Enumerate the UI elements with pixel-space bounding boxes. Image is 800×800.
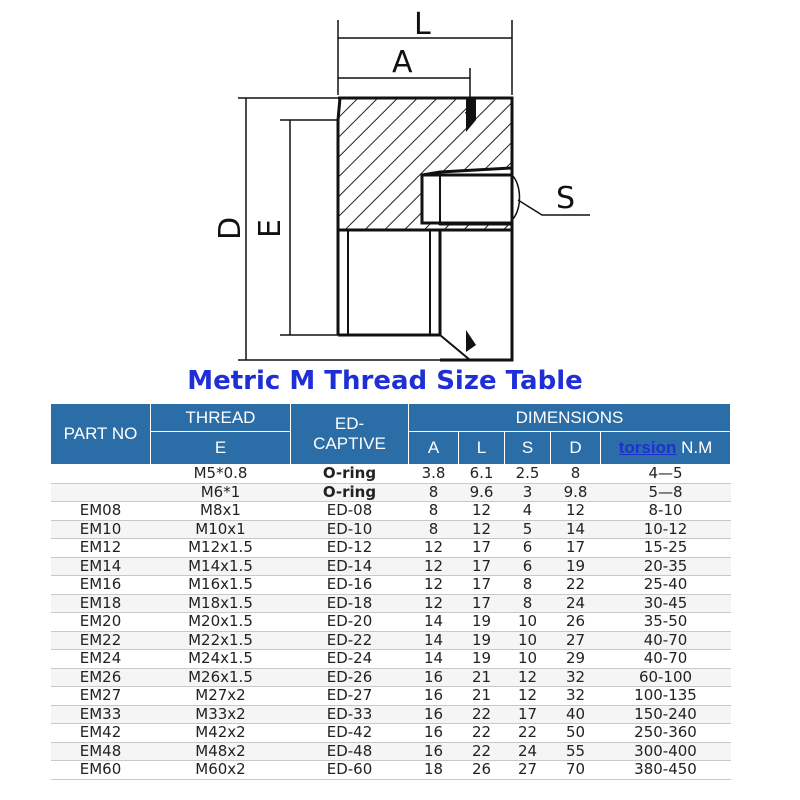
cell-l: 12 — [459, 502, 505, 521]
header-thread-e: E — [151, 432, 291, 465]
table-row — [51, 631, 731, 650]
cell-a: 16 — [409, 668, 459, 687]
cell-a: 16 — [409, 705, 459, 724]
cell-thread: M16x1.5 — [151, 576, 291, 595]
cell-thread: M22x1.5 — [151, 631, 291, 650]
cell-s: 27 — [505, 761, 551, 780]
cell-part-no: EM22 — [51, 631, 151, 650]
cell-d: 32 — [551, 668, 601, 687]
cell-thread: M20x1.5 — [151, 613, 291, 632]
cell-part-no: EM16 — [51, 576, 151, 595]
cell-a: 8 — [409, 483, 459, 502]
cell-a: 16 — [409, 742, 459, 761]
cell-l: 22 — [459, 724, 505, 743]
cell-d: 32 — [551, 687, 601, 706]
table-body — [51, 465, 731, 780]
cell-d: 70 — [551, 761, 601, 780]
cell-part-no — [51, 483, 151, 502]
cell-part-no: EM08 — [51, 502, 151, 521]
cell-captive: ED-60 — [291, 761, 409, 780]
cell-part-no: EM26 — [51, 668, 151, 687]
cell-part-no: EM10 — [51, 520, 151, 539]
header-captive-text: ED- CAPTIVE — [313, 414, 386, 453]
cell-l: 19 — [459, 631, 505, 650]
dim-e-label: E — [253, 219, 288, 238]
cell-part-no: EM60 — [51, 761, 151, 780]
cell-l: 17 — [459, 539, 505, 558]
cell-thread: M24x1.5 — [151, 650, 291, 669]
cell-s: 8 — [505, 576, 551, 595]
header-dimensions: DIMENSIONS — [409, 404, 731, 432]
header-l: L — [459, 432, 505, 465]
cell-l: 17 — [459, 594, 505, 613]
cell-torsion: 40-70 — [601, 650, 731, 669]
cell-l: 22 — [459, 742, 505, 761]
table-row — [51, 705, 731, 724]
thread-size-table — [50, 403, 731, 780]
socket — [422, 175, 512, 223]
cell-d: 8 — [551, 465, 601, 484]
cell-captive: ED-24 — [291, 650, 409, 669]
cell-part-no: EM42 — [51, 724, 151, 743]
header-captive — [291, 404, 409, 465]
cell-a: 18 — [409, 761, 459, 780]
table-row — [51, 724, 731, 743]
table-title: Metric M Thread Size Table — [187, 366, 583, 396]
cell-s: 3 — [505, 483, 551, 502]
cell-captive: ED-12 — [291, 539, 409, 558]
cell-a: 16 — [409, 687, 459, 706]
cell-a: 8 — [409, 502, 459, 521]
cell-d: 40 — [551, 705, 601, 724]
cell-l: 26 — [459, 761, 505, 780]
table-row — [51, 668, 731, 687]
cell-l: 21 — [459, 687, 505, 706]
cell-torsion: 250-360 — [601, 724, 731, 743]
cell-part-no: EM48 — [51, 742, 151, 761]
cell-part-no: EM20 — [51, 613, 151, 632]
cell-captive: ED-27 — [291, 687, 409, 706]
cell-s: 22 — [505, 724, 551, 743]
cell-l: 19 — [459, 613, 505, 632]
cell-torsion: 20-35 — [601, 557, 731, 576]
cell-l: 21 — [459, 668, 505, 687]
cell-d: 55 — [551, 742, 601, 761]
header-d: D — [551, 432, 601, 465]
cell-thread: M14x1.5 — [151, 557, 291, 576]
cell-torsion: 15-25 — [601, 539, 731, 558]
cell-part-no — [51, 465, 151, 484]
cell-thread: M48x2 — [151, 742, 291, 761]
table-row — [51, 594, 731, 613]
cell-thread: M10x1 — [151, 520, 291, 539]
cell-s: 10 — [505, 650, 551, 669]
cell-a: 12 — [409, 557, 459, 576]
table-row — [51, 502, 731, 521]
cell-s: 12 — [505, 687, 551, 706]
cell-captive: O-ring — [291, 483, 409, 502]
table-row — [51, 742, 731, 761]
cell-captive: ED-20 — [291, 613, 409, 632]
cell-thread: M12x1.5 — [151, 539, 291, 558]
cell-s: 6 — [505, 539, 551, 558]
cell-torsion: 5—8 — [601, 483, 731, 502]
cell-captive: ED-33 — [291, 705, 409, 724]
cell-d: 22 — [551, 576, 601, 595]
cell-captive: ED-26 — [291, 668, 409, 687]
cell-d: 9.8 — [551, 483, 601, 502]
cell-torsion: 8-10 — [601, 502, 731, 521]
table-row — [51, 465, 731, 484]
table-row — [51, 687, 731, 706]
cell-d: 14 — [551, 520, 601, 539]
cell-torsion: 10-12 — [601, 520, 731, 539]
cell-a: 16 — [409, 724, 459, 743]
cell-thread: M33x2 — [151, 705, 291, 724]
cell-part-no: EM14 — [51, 557, 151, 576]
cell-s: 17 — [505, 705, 551, 724]
cell-d: 26 — [551, 613, 601, 632]
cell-thread: M26x1.5 — [151, 668, 291, 687]
cell-a: 12 — [409, 576, 459, 595]
cell-torsion: 25-40 — [601, 576, 731, 595]
cell-thread: M42x2 — [151, 724, 291, 743]
cell-torsion: 100-135 — [601, 687, 731, 706]
cell-captive: ED-42 — [291, 724, 409, 743]
cell-part-no: EM27 — [51, 687, 151, 706]
cell-captive: ED-22 — [291, 631, 409, 650]
cell-thread: M18x1.5 — [151, 594, 291, 613]
header-torsion-word: torsion — [618, 438, 677, 457]
cell-a: 14 — [409, 650, 459, 669]
cell-l: 17 — [459, 576, 505, 595]
header-torsion — [601, 432, 731, 465]
cell-part-no: EM18 — [51, 594, 151, 613]
cell-torsion: 35-50 — [601, 613, 731, 632]
header-torsion-unit: N.M — [676, 438, 713, 457]
cell-s: 6 — [505, 557, 551, 576]
table-row — [51, 650, 731, 669]
cell-captive: ED-18 — [291, 594, 409, 613]
dim-s-label: S — [556, 181, 576, 216]
cell-d: 24 — [551, 594, 601, 613]
cell-thread: M27x2 — [151, 687, 291, 706]
cell-s: 24 — [505, 742, 551, 761]
cell-thread: M5*0.8 — [151, 465, 291, 484]
header-s: S — [505, 432, 551, 465]
fitting-drawing — [0, 0, 800, 370]
dim-d-label: D — [213, 216, 248, 240]
cell-captive: O-ring — [291, 465, 409, 484]
cell-torsion: 150-240 — [601, 705, 731, 724]
cell-s: 4 — [505, 502, 551, 521]
cell-d: 17 — [551, 539, 601, 558]
cell-a: 14 — [409, 631, 459, 650]
cell-torsion: 60-100 — [601, 668, 731, 687]
cell-l: 9.6 — [459, 483, 505, 502]
dim-l-label: L — [414, 7, 431, 42]
header-part-no: PART NO — [51, 404, 151, 465]
cell-s: 12 — [505, 668, 551, 687]
oring-bottom — [466, 330, 476, 352]
cell-l: 6.1 — [459, 465, 505, 484]
cell-a: 14 — [409, 613, 459, 632]
header-a: A — [409, 432, 459, 465]
face-line — [440, 335, 470, 360]
table-row — [51, 483, 731, 502]
cell-torsion: 380-450 — [601, 761, 731, 780]
cell-l: 12 — [459, 520, 505, 539]
cell-d: 12 — [551, 502, 601, 521]
dim-s-leader — [512, 175, 590, 220]
cell-s: 2.5 — [505, 465, 551, 484]
cell-a: 12 — [409, 594, 459, 613]
table-row — [51, 613, 731, 632]
cell-captive: ED-16 — [291, 576, 409, 595]
cell-a: 12 — [409, 539, 459, 558]
dim-a-label: A — [392, 45, 413, 80]
table-row — [51, 539, 731, 558]
cell-d: 19 — [551, 557, 601, 576]
cell-thread: M8x1 — [151, 502, 291, 521]
cell-captive: ED-10 — [291, 520, 409, 539]
cell-captive: ED-08 — [291, 502, 409, 521]
cell-d: 29 — [551, 650, 601, 669]
cell-s: 5 — [505, 520, 551, 539]
cell-torsion: 40-70 — [601, 631, 731, 650]
cell-s: 8 — [505, 594, 551, 613]
cell-thread: M60x2 — [151, 761, 291, 780]
cell-l: 19 — [459, 650, 505, 669]
cell-part-no: EM24 — [51, 650, 151, 669]
cell-captive: ED-48 — [291, 742, 409, 761]
cell-a: 8 — [409, 520, 459, 539]
cell-thread: M6*1 — [151, 483, 291, 502]
cell-s: 10 — [505, 631, 551, 650]
cell-a: 3.8 — [409, 465, 459, 484]
cell-torsion: 4—5 — [601, 465, 731, 484]
cell-d: 50 — [551, 724, 601, 743]
cell-l: 17 — [459, 557, 505, 576]
cell-captive: ED-14 — [291, 557, 409, 576]
table-row — [51, 557, 731, 576]
cell-torsion: 300-400 — [601, 742, 731, 761]
cell-d: 27 — [551, 631, 601, 650]
cell-l: 22 — [459, 705, 505, 724]
cell-torsion: 30-45 — [601, 594, 731, 613]
table-row — [51, 576, 731, 595]
header-thread: THREAD — [151, 404, 291, 432]
cell-part-no: EM33 — [51, 705, 151, 724]
table-row — [51, 520, 731, 539]
table-row — [51, 761, 731, 780]
cell-part-no: EM12 — [51, 539, 151, 558]
cell-s: 10 — [505, 613, 551, 632]
